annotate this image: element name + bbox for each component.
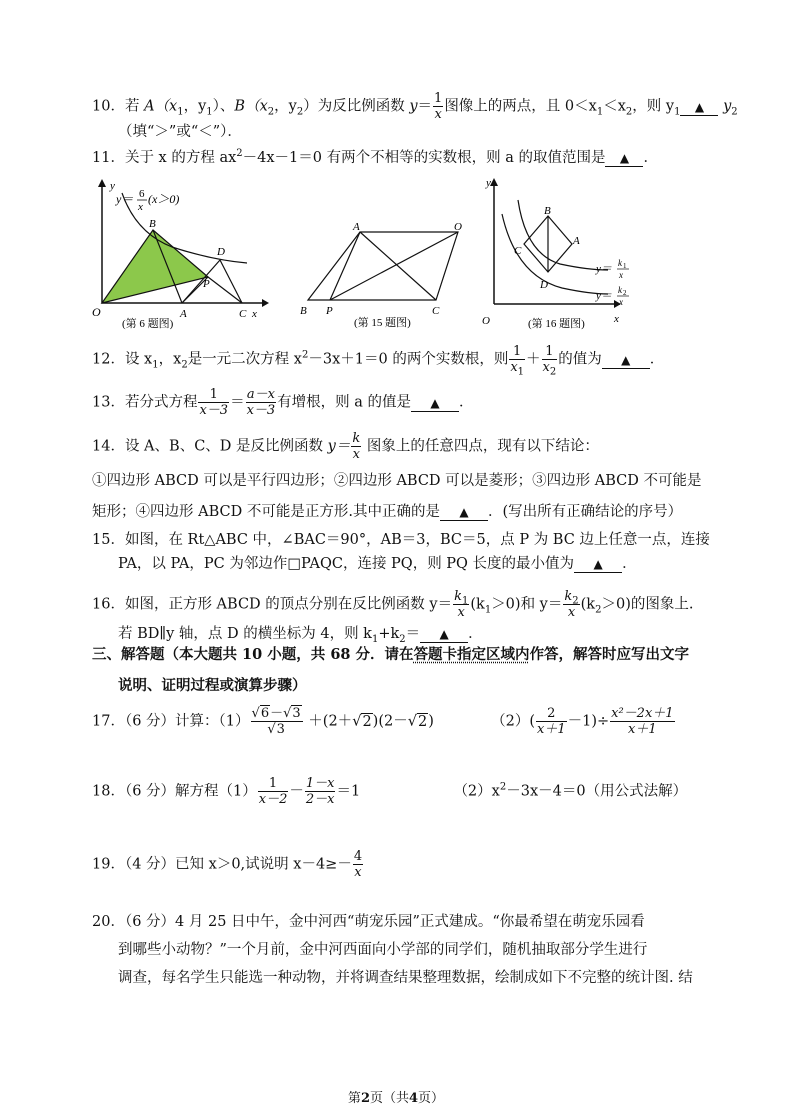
fraction-1-minus-x: $\frac{1-x}{2-x}$ [305,776,335,807]
question-19: 19．（4 分）已知 x＞0,试说明 x－4≥－ $\frac{4}{x}$ [92,849,363,880]
label-y: y [486,177,491,189]
parallelogram-outline [308,232,458,300]
label-p: P [203,278,210,290]
question-11: 11．关于 x 的方程 $ax^2-4x-1=0$ 有两个不相等的实数根，则 a 的取值范围是 ▲ ． [92,148,658,166]
label-a: A [573,235,580,247]
question-12: 12．设 $x_1$，$x_2$是一元二次方程 $x^2-3x+1=0$ 的两个实数根，则 $\frac{1}{x_1}$ ＋ $\frac{1}{x_2}$ 的值为 ▲ ． [92,344,665,378]
label-o: O [482,315,490,327]
fraction-2-over-x-plus-1: $\frac{2}{x+1}$ [536,706,566,737]
question-14-line-2: ①四边形 ABCD 可以是平行四边形；②四边形 ABCD 可以是菱形；③四边形 ABCD 不可能是 [92,473,702,489]
figure-6 [92,175,270,335]
section-3-heading: 三、解答题（本大题共 10 小题，共 68 分．请在答题卡指定区域内作答，解答时应写出文字 [92,646,690,663]
question-13: 13．若分式方程 $\frac{1}{x-3}$ ＝ $\frac{a-x}{x-3}$ 有增根，则 a 的值是 ▲ ． [92,387,474,418]
section-3-heading-line-2: 说明、证明过程或演算步骤） [118,677,307,694]
y-axis-arrow-icon [98,179,106,187]
label-d: D [217,246,225,258]
label-c: C [514,245,522,257]
fraction-1-over-x-minus-3: $\frac{1}{x-3}$ [199,387,229,418]
question-10-line-2: （填“＞”或“＜”）． [118,124,242,140]
func-label: y＝ [116,192,134,206]
caption-fig15: (第 15 题图) [354,317,411,329]
svg-text:k: k [618,258,622,268]
question-20-line-3: 调查，每名学生只能选一种动物，并将调查结果整理数据，绘制成如下不完整的统计图. 结 [118,970,693,986]
fraction-sqrt: $\frac{√6-√3}{√3}$ [251,706,301,737]
svg-text:x: x [619,270,623,280]
answer-blank[interactable]: ▲ [411,395,459,412]
label-a: A [353,221,360,233]
func-cond: (x＞0) [148,192,180,206]
svg-text:k: k [618,285,622,295]
fraction-k-over-x: $\frac{k}{x}$ [352,431,361,462]
question-16-line-1: 16．如图，正方形 ABCD 的顶点分别在反比例函数 y＝ $\frac{k_1}{x}$ $(k_1>0)$和 y＝ $\frac{k_2}{x}$ $(k_2>0)$的图象上. [92,589,694,620]
caption-fig6: (第 6 题图) [122,318,174,330]
fraction-1-over-x1: $\frac{1}{x_1}$ [510,344,525,378]
label-b: B [149,218,156,230]
label-c: C [239,308,247,320]
fraction-4-over-x: $\frac{4}{x}$ [353,849,363,880]
answer-blank[interactable]: ▲ [605,150,643,167]
segment-dc [220,260,242,303]
label-c: C [432,305,440,317]
label-a: A [180,308,187,320]
svg-text:2: 2 [623,289,627,297]
label-b: B [300,305,307,317]
figure-16 [478,172,638,334]
func-num: 6 [139,188,145,200]
fraction-a-minus-x: $\frac{a-x}{x-3}$ [246,387,276,418]
answer-blank[interactable]: ▲ [602,352,650,369]
figure-15 [296,220,476,330]
question-14-line-1: 14．设 A、B、C、D 是反比例函数 y＝ $\frac{k}{x}$ 图象上的任意四点，现有以下结论： [92,431,599,462]
segment-pc [208,277,242,303]
question-16-line-2: 若 BD∥y 轴，点 D 的横坐标为 4，则 $k_1+k_2=$ ▲ ． [118,626,483,645]
question-18: 18．（6 分）解方程（1） $\frac{1}{x-2}$ － $\frac{1-x}{2-x}$ ＝1 $(2)x^2-3x-4=0$（用公式法解） [92,776,688,807]
label-b: B [544,205,551,217]
svg-text:1: 1 [623,262,627,270]
y-axis-arrow-icon [490,178,498,186]
caption-fig16: (第 16 题图) [528,318,585,330]
func-den: x [138,201,143,213]
label-o: O [454,221,462,233]
fraction-quadratic: $\frac{\text{x²－2x＋1}}{x+1}$ [611,706,674,737]
label-p: P [326,305,333,317]
fraction-1-over-x-minus-2: $\frac{1}{x-2}$ [258,776,288,807]
question-15-line-2: PA，以 PA，PC 为邻边作□PAQC，连接 PQ，则 PQ 长度的最小值为 ▲ ． [118,556,637,572]
segment-ac [360,232,436,300]
fraction-1-over-x: $\frac{1}{x}$ [434,91,443,122]
svg-text:y＝: y＝ [596,263,612,275]
fraction-k2-over-x: $\frac{k_2}{x}$ [564,589,579,620]
label-o: O [92,305,101,319]
page-footer: 第2页（共4页） [347,1091,445,1106]
label-x: x [614,313,619,325]
fraction-1-over-x2: $\frac{1}{x_2}$ [542,344,557,378]
question-10-line-1: 10．若 $A(x_1$，$y_1$）、$B(x_2$，$y_2$）为反比例函数 y＝ $\frac{1}{x}$ 图像上的两点，且 $0<x_1<x_2$，则 $y_1$ ▲ $y_2$ [92,91,738,122]
label-x: x [252,308,257,320]
curve-k1-label [595,258,629,280]
question-20-line-1: 20．（6 分）4 月 25 日中午，金中河西“萌宠乐园”正式建成。“你最希望在萌宠乐园看 [92,914,645,930]
svg-text:x: x [619,297,623,307]
question-20-line-2: 到哪些小动物？”一个月前，金中河西面向小学部的同学们，随机抽取部分学生进行 [118,942,648,958]
x-axis-arrow-icon [262,299,269,307]
label-d: D [540,279,548,291]
question-17: 17．（6 分）计算：（1） $\frac{√6-√3}{√3}$ ＋(2＋√2)(2－√2) （2）( $\frac{2}{x+1}$ －1)÷ $\frac{\text{x²－2x＋1}}{x+1}$ [92,706,674,737]
answer-blank[interactable]: ▲ [574,556,622,573]
answer-blank[interactable]: ▲ [680,99,718,116]
label-y: y [110,180,115,192]
svg-text:y＝: y＝ [596,290,612,302]
question-15-line-1: 15．如图，在 Rt△ABC 中，∠BAC＝90°，AB＝3，BC＝5，点 P 为 BC 边上任意一点，连接 [92,532,710,548]
answer-blank[interactable]: ▲ [440,504,488,521]
answer-blank[interactable]: ▲ [420,626,468,643]
question-14-line-3: 矩形；④四边形 ABCD 不可能是正方形.其中正确的是 ▲ ．(写出所有正确结论的序号） [92,504,683,520]
fraction-k1-over-x: $\frac{k_1}{x}$ [454,589,469,620]
